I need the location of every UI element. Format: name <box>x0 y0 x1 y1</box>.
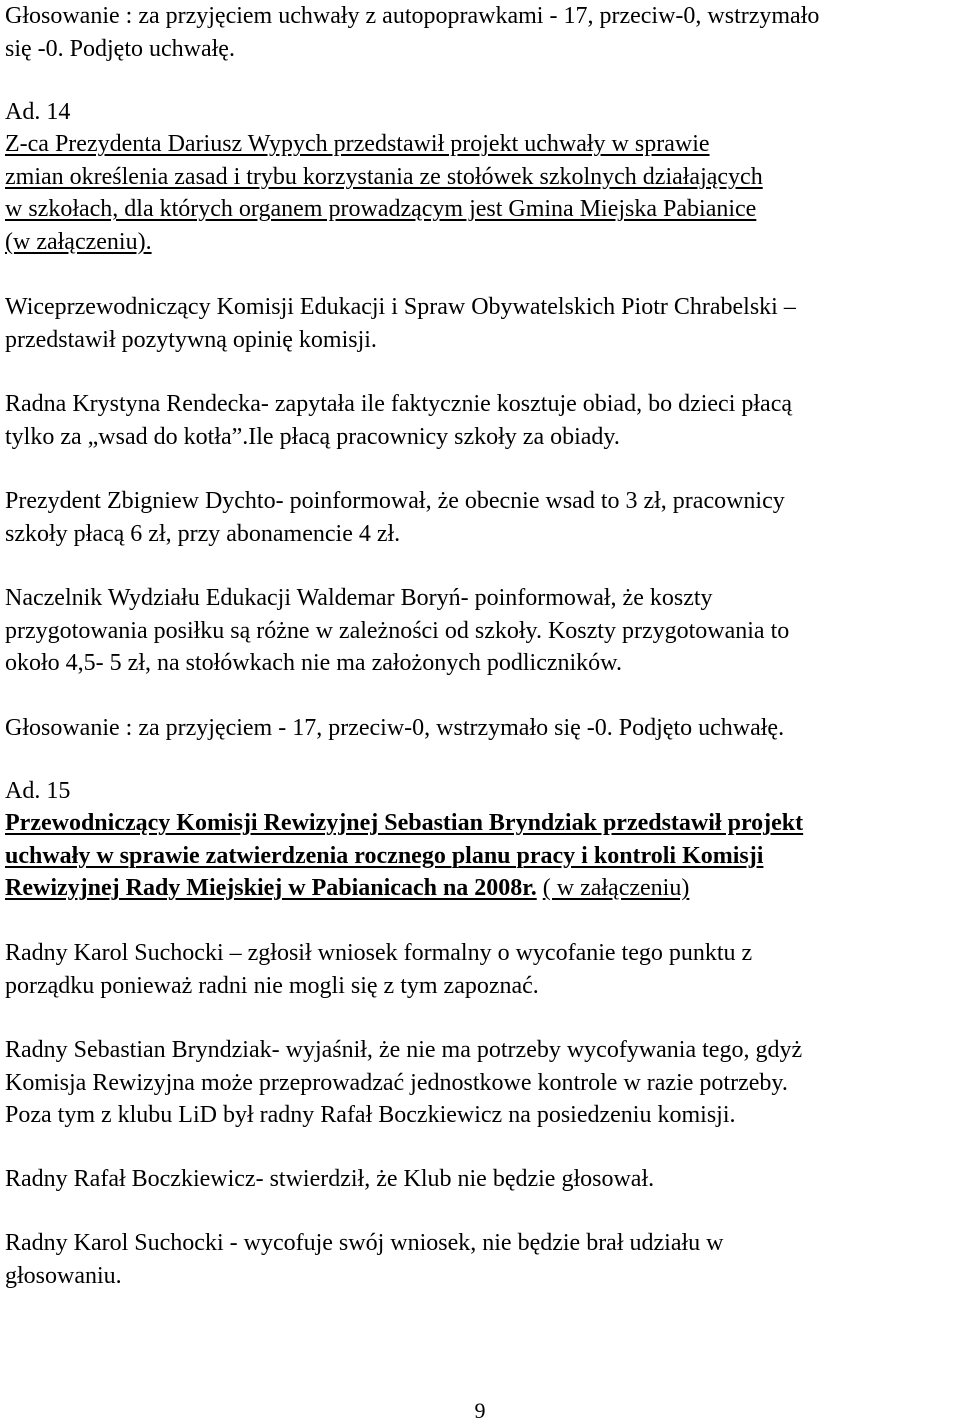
text-line: tylko za „wsad do kotła”.Ile płacą pracownicy szkoły za obiady. <box>5 423 620 450</box>
attachment-note: ( w załączeniu) <box>542 875 690 901</box>
text-line: Wiceprzewodniczący Komisji Edukacji i Spraw Obywatelskich Piotr Chrabelski – <box>5 294 796 320</box>
agenda-item-15-heading <box>5 775 955 808</box>
boryn-paragraph <box>5 582 955 680</box>
text-line: przygotowania posiłku są różne w zależności od szkoły. Koszty przygotowania to <box>5 617 790 644</box>
title-line: uchwały w sprawie zatwierdzenia rocznego planu pracy i kontroli Komisji <box>5 842 764 869</box>
boczkiewicz-paragraph <box>5 1163 955 1196</box>
text-line: Radny Karol Suchocki - wycofuje swój wniosek, nie będzie brał udziału w <box>5 1230 724 1256</box>
rendecka-paragraph <box>5 388 955 453</box>
title-line: zmian określenia zasad i trybu korzystania ze stołówek szkolnych działających <box>5 163 763 190</box>
title-line: Przewodniczący Komisji Rewizyjnej Sebastian Bryndziak przedstawił projekt <box>5 810 804 836</box>
text-line: Radny Sebastian Bryndziak- wyjaśnił, że nie ma potrzeby wycofywania tego, gdyż <box>5 1037 803 1063</box>
text-line: około 4,5- 5 zł, na stołówkach nie ma założonych podliczników. <box>5 650 622 676</box>
agenda-item-14-heading <box>5 96 955 129</box>
agenda-item-15-title <box>5 807 955 905</box>
text-line: Radna Krystyna Rendecka- zapytała ile faktycznie kosztuje obiad, bo dzieci płacą <box>5 391 792 417</box>
page-number: 9 <box>474 1398 486 1423</box>
text-line: głosowaniu. <box>5 1262 122 1289</box>
heading-text: Ad. 14 <box>5 99 71 125</box>
vote-previous-paragraph <box>5 0 955 65</box>
vote-item-14-paragraph <box>5 712 955 745</box>
text-line: Komisja Rewizyjna może przeprowadzać jednostkowe kontrole w razie potrzeby. <box>5 1069 788 1096</box>
suchocki-motion-paragraph <box>5 937 955 1002</box>
agenda-item-14-title <box>5 128 955 258</box>
text-line: Radny Rafał Boczkiewicz- stwierdził, że Klub nie będzie głosował. <box>5 1166 655 1192</box>
title-line: Rewizyjnej Rady Miejskiej w Pabianicach na 2008r. <box>5 875 537 901</box>
dychto-paragraph <box>5 485 955 550</box>
text-line: Poza tym z klubu LiD był radny Rafał Boczkiewicz na posiedzeniu komisji. <box>5 1102 736 1128</box>
text-line: przedstawił pozytywną opinię komisji. <box>5 326 377 353</box>
suchocki-withdraw-paragraph <box>5 1227 955 1292</box>
text-line: porządku ponieważ radni nie mogli się z tym zapoznać. <box>5 972 539 999</box>
text-line: Prezydent Zbigniew Dychto- poinformował, że obecnie wsad to 3 zł, pracownicy <box>5 488 785 514</box>
title-line: Z-ca Prezydenta Dariusz Wypych przedstawił projekt uchwały w sprawie <box>5 131 710 157</box>
vice-chair-paragraph <box>5 291 955 356</box>
title-line: w szkołach, dla których organem prowadzącym jest Gmina Miejska Pabianice <box>5 196 757 222</box>
text-line: się -0. Podjęto uchwałę. <box>5 35 235 62</box>
text-line: szkoły płacą 6 zł, przy abonamencie 4 zł. <box>5 520 401 547</box>
text-line: Radny Karol Suchocki – zgłosił wniosek formalny o wycofanie tego punktu z <box>5 940 753 966</box>
heading-text: Ad. 15 <box>5 778 71 804</box>
text-line: Głosowanie : za przyjęciem - 17, przeciw-0, wstrzymało się -0. Podjęto uchwałę. <box>5 715 785 741</box>
title-line: (w załączeniu). <box>5 228 152 255</box>
bryndziak-paragraph <box>5 1034 955 1132</box>
text-line: Naczelnik Wydziału Edukacji Waldemar Boryń- poinformował, że koszty <box>5 585 713 611</box>
text-line: Głosowanie : za przyjęciem uchwały z autopoprawkami - 17, przeciw-0, wstrzymało <box>5 3 820 29</box>
